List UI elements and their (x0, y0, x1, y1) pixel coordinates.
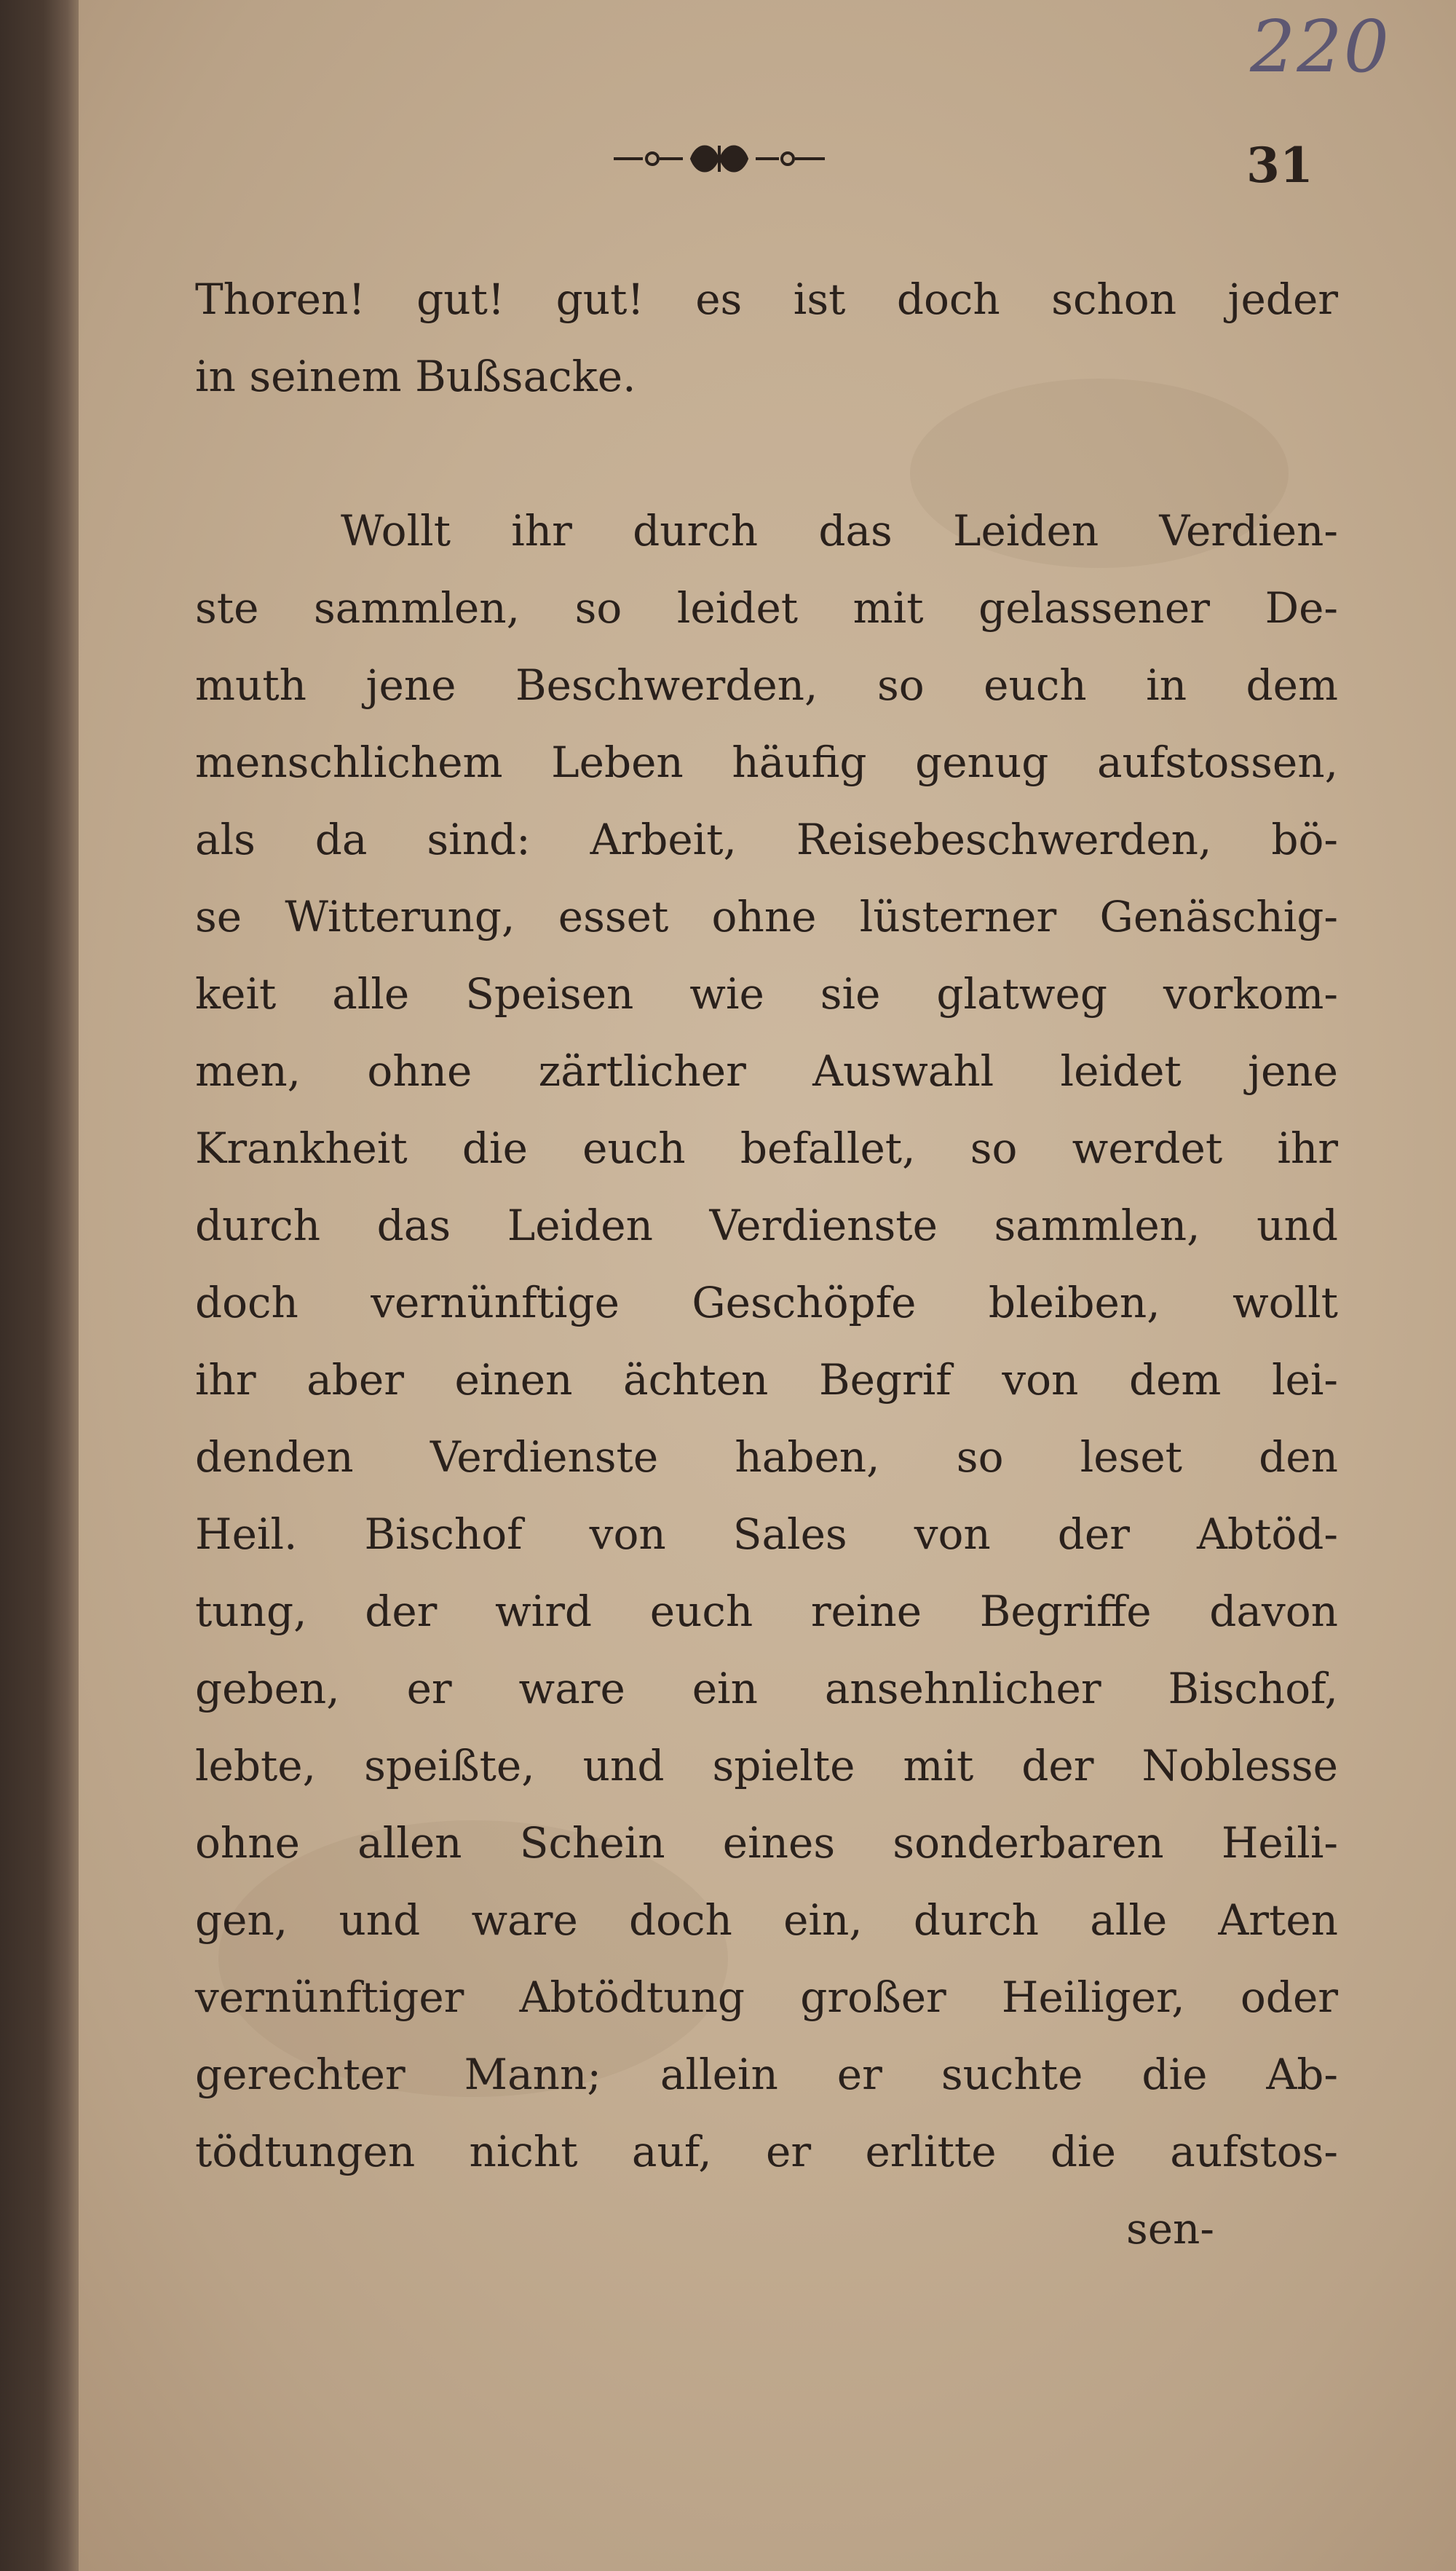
text-line: keit alle Speisen wie sie glatweg vorkom- (195, 969, 1338, 1019)
book-spine-shadow (0, 0, 79, 2571)
text-line: ohne allen Schein eines sonderbaren Heili- (195, 1818, 1338, 1868)
text-line: men, ohne zärtlicher Auswahl leidet jene (195, 1046, 1338, 1096)
page-number: 31 (1246, 137, 1313, 194)
text-line: in seinem Bußsacke. (195, 352, 636, 401)
text-line: doch vernünftige Geschöpfe bleiben, wollt (195, 1278, 1338, 1327)
text-line: durch das Leiden Verdienste sammlen, und (195, 1201, 1338, 1250)
catchword: sen- (1125, 2204, 1214, 2254)
text-line: tödtungen nicht auf, er erlitte die aufstos- (195, 2127, 1338, 2176)
printer-ornament-icon (610, 137, 828, 181)
handwritten-folio-number: 220 (1249, 6, 1390, 89)
text-line: ihr aber einen ächten Begrif von dem lei- (195, 1355, 1338, 1405)
text-line: als da sind: Arbeit, Reisebeschwerden, bö- (195, 815, 1338, 864)
text-line: menschlichem Leben häufig genug aufstossen, (195, 738, 1338, 787)
text-line: Krankheit die euch befallet, so werdet ihr (195, 1123, 1338, 1173)
text-line: Thoren! gut! gut! es ist doch schon jeder (195, 275, 1338, 324)
text-line: ste sammlen, so leidet mit gelassener De- (195, 583, 1338, 633)
text-line: gen, und ware doch ein, durch alle Arten (195, 1895, 1338, 1945)
text-line: se Witterung, esset ohne lüsterner Genäschig- (195, 892, 1338, 941)
body-text (195, 261, 1338, 2267)
text-line: geben, er ware ein ansehnlicher Bischof, (195, 1664, 1338, 1713)
text-line: lebte, speißte, und spielte mit der Noblesse (195, 1741, 1338, 1790)
paragraph-gap (195, 415, 1338, 492)
text-line: Wollt ihr durch das Leiden Verdien- (341, 506, 1338, 556)
text-line: vernünftiger Abtödtung großer Heiliger, oder (195, 1972, 1338, 2022)
text-line: Heil. Bischof von Sales von der Abtöd- (195, 1509, 1338, 1559)
text-line: muth jene Beschwerden, so euch in dem (195, 660, 1338, 710)
text-line: denden Verdienste haben, so leset den (195, 1432, 1338, 1482)
text-line: gerechter Mann; allein er suchte die Ab- (195, 2050, 1338, 2099)
text-line: tung, der wird euch reine Begriffe davon (195, 1587, 1338, 1636)
